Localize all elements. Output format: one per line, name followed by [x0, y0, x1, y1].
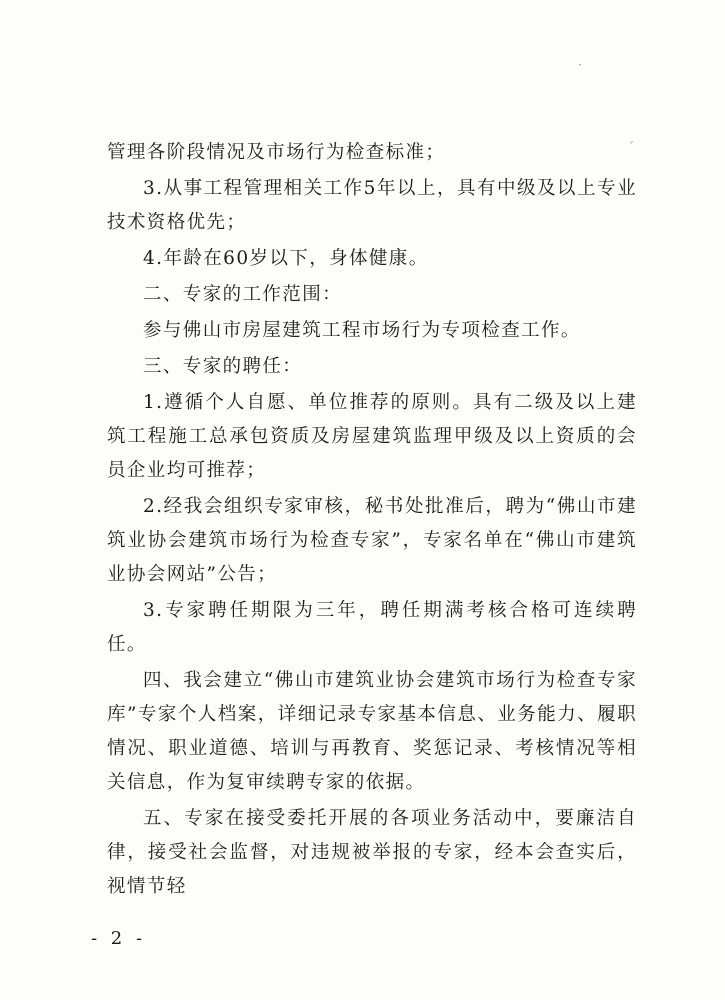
paragraph: 管理各阶段情况及市场行为检查标准；	[107, 142, 446, 163]
paragraph: 2.经我会组织专家审核，秘书处批准后，聘为“佛山市建筑业协会建筑市场行为检查专家”，专家名单在“佛山市建筑业协会网站”公告；	[107, 496, 637, 585]
paragraph: 四、我会建立“佛山市建筑业协会建筑市场行为检查专家库”专家个人档案，详细记录专家基本信息、业务能力、履职情况、职业道德、培训与再教育、奖惩记录、考核情况等相关信息，作为复审续聘专家的依据。	[107, 670, 637, 793]
paragraph: 3.专家聘任期限为三年，聘任期满考核合格可连续聘任。	[107, 600, 637, 655]
scan-speck-icon: ·	[578, 58, 582, 72]
section-heading: 三、专家的聘任：	[143, 356, 303, 377]
paragraph: 1.遵循个人自愿、单位推荐的原则。具有二级及以上建筑工程施工总承包资质及房屋建筑监理甲级及以上资质的会员企业均可推荐；	[107, 392, 637, 481]
paragraph: 3.从事工程管理相关工作5年以上，具有中级及以上专业技术资格优先；	[107, 178, 637, 233]
page-number: - 2 -	[91, 928, 147, 949]
section-heading: 二、专家的工作范围：	[143, 284, 343, 305]
paragraph: 4.年龄在60岁以下，身体健康。	[143, 248, 429, 269]
body-text	[107, 136, 637, 904]
paragraph: 参与佛山市房屋建筑工程市场行为专项检查工作。	[143, 320, 581, 341]
paragraph: 五、专家在接受委托开展的各项业务活动中，要廉洁自律，接受社会监督，对违规被举报的专家，经本会查实后，视情节轻	[107, 808, 637, 897]
scan-speck-icon: ˊ	[628, 140, 634, 154]
